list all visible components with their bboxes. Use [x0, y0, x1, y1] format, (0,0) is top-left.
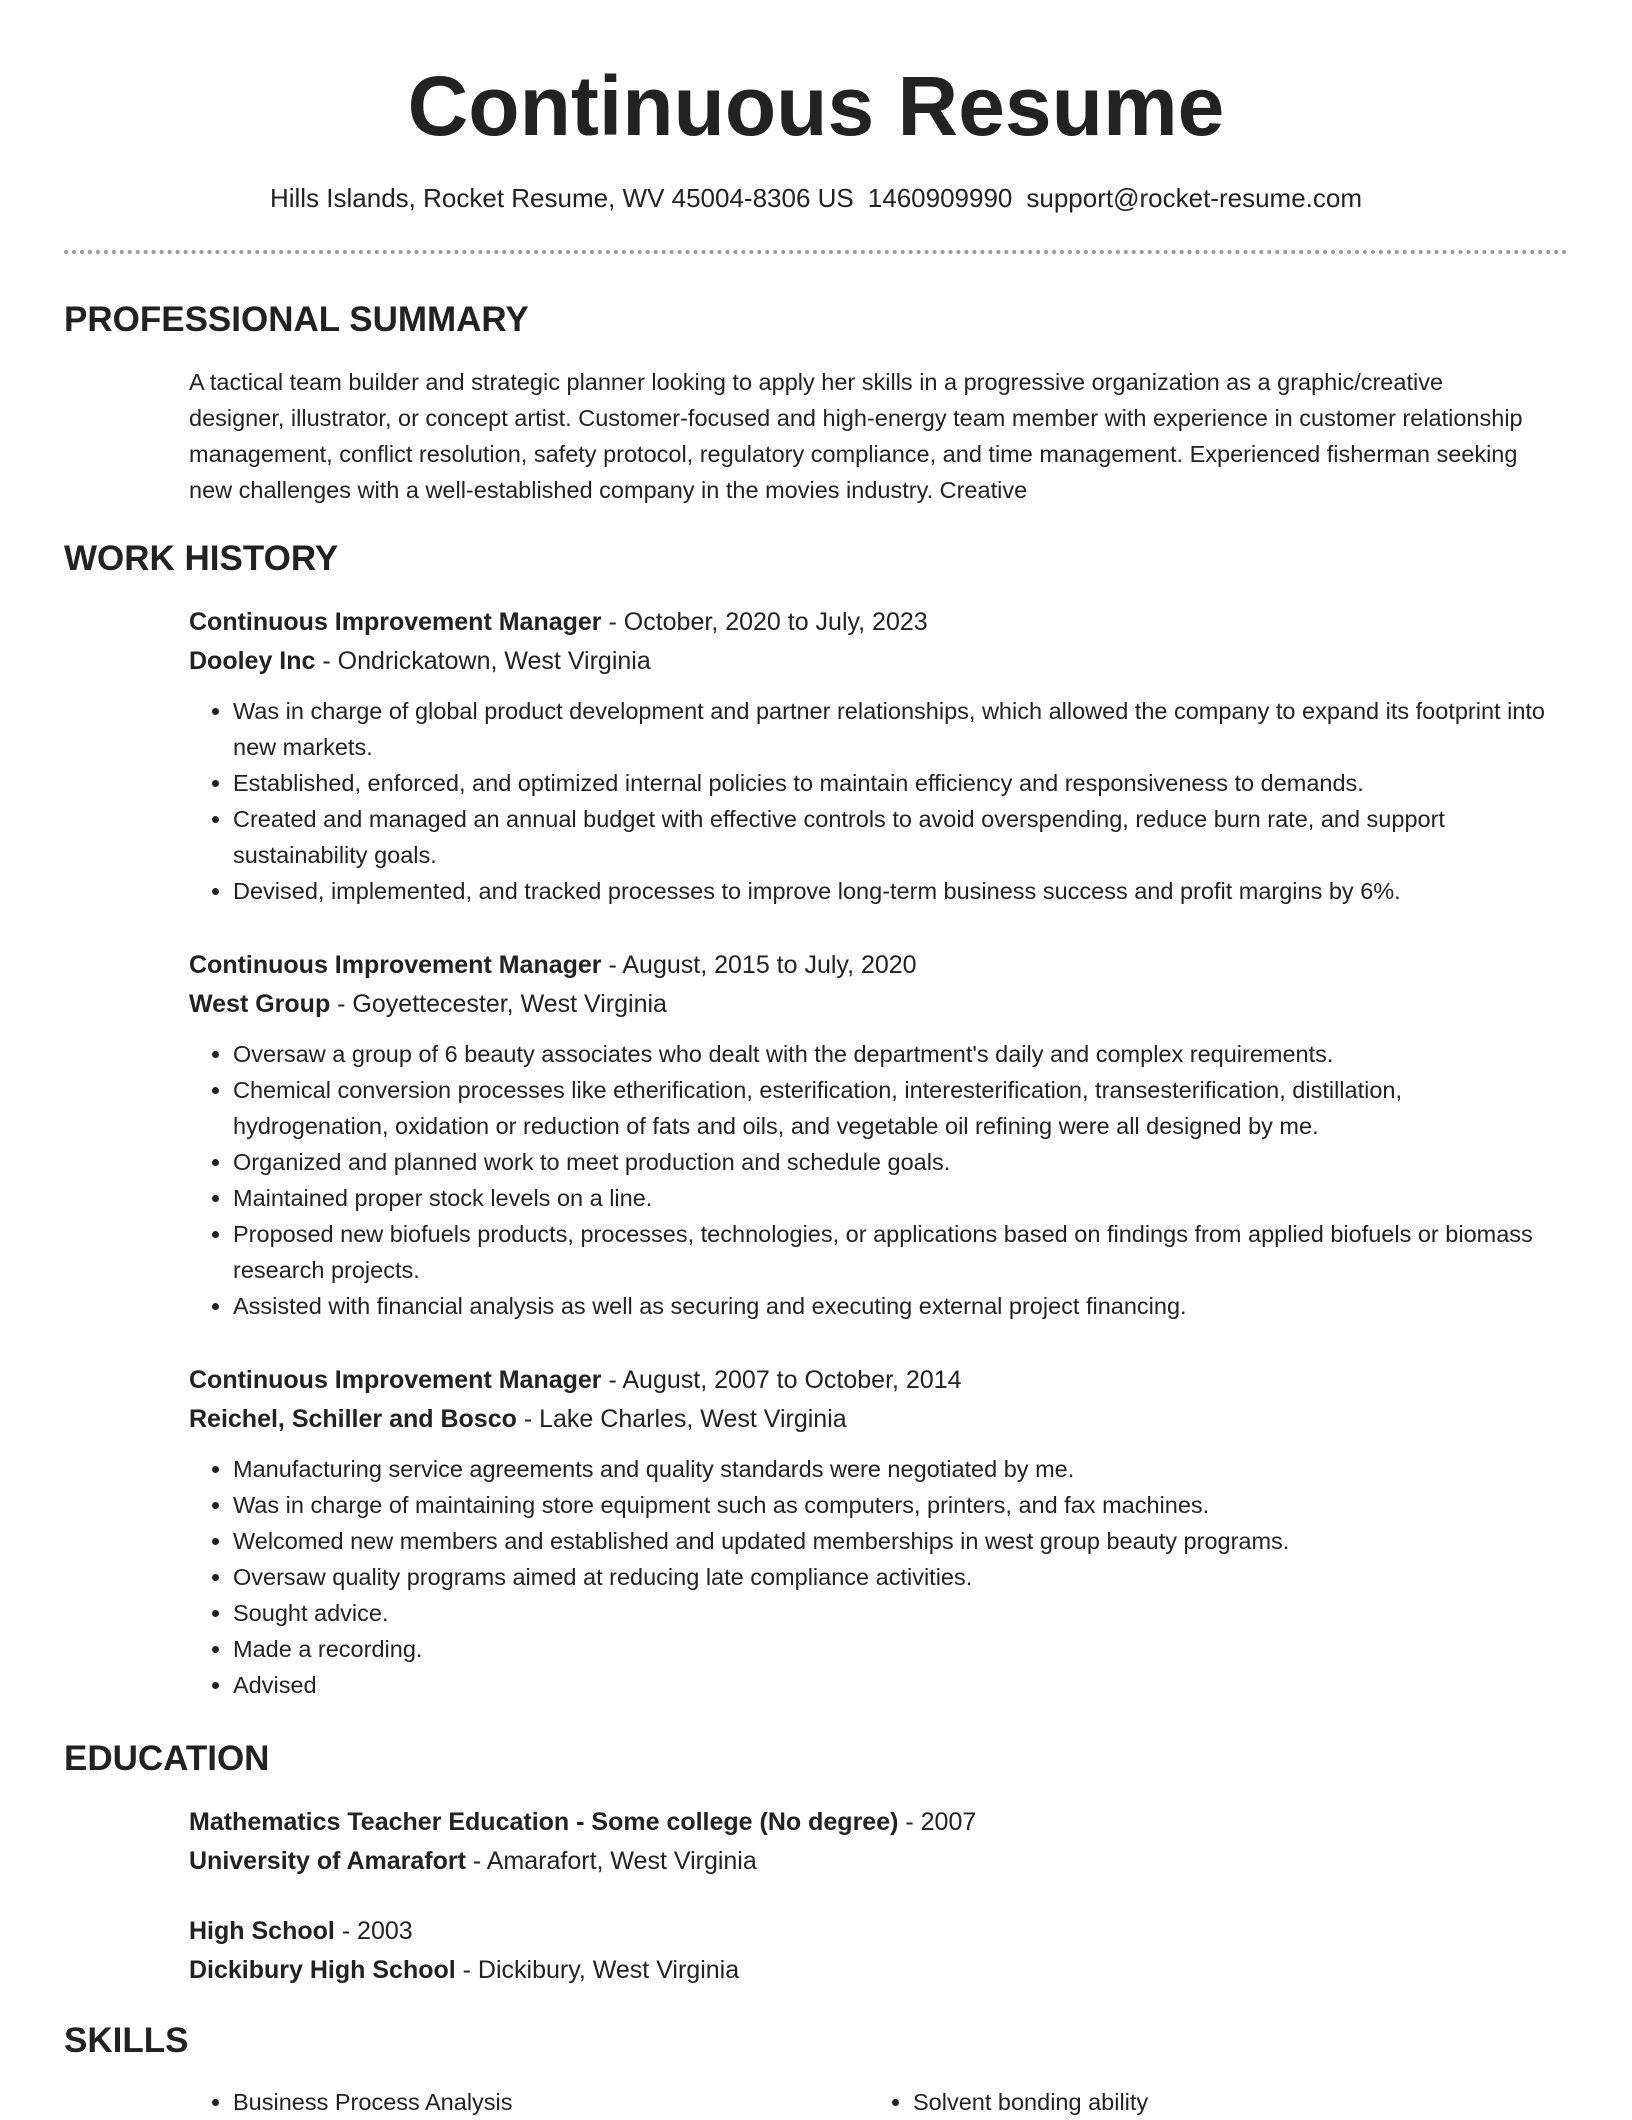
job-entry: [189, 603, 1559, 909]
job-bullet: • Proposed new biofuels products, processes, technologies, or applications based on findings from applied biofuels or biomass research projects.: [233, 1216, 1559, 1288]
education-degree-line: [189, 1912, 1559, 1951]
header-divider: [64, 250, 1568, 254]
section-title-work-history: WORK HISTORY: [64, 539, 339, 578]
job-dates: - August, 2015 to July, 2020: [601, 951, 917, 979]
skill-item: • Business Process Analysis: [233, 2084, 869, 2120]
job-bullet: • Made a recording.: [233, 1631, 1559, 1667]
job-bullet: • Maintained proper stock levels on a line.: [233, 1180, 1559, 1216]
job-dates: - October, 2020 to July, 2023: [601, 608, 928, 636]
job-company-line: [189, 642, 1559, 681]
skill-item: • Solvent bonding ability: [913, 2084, 1549, 2120]
job-location: - Goyettecester, West Virginia: [330, 990, 667, 1018]
skills-list: [189, 2084, 1559, 2120]
job-bullet: • Advised: [233, 1667, 1559, 1703]
section-title-education: EDUCATION: [64, 1739, 270, 1778]
education-school: Dickibury High School: [189, 1956, 456, 1984]
job-company-line: [189, 1400, 1559, 1439]
job-bullet: • Was in charge of maintaining store equipment such as computers, printers, and fax machines.: [233, 1487, 1559, 1523]
job-bullet: • Devised, implemented, and tracked processes to improve long-term business success and profit margins by 6%.: [233, 873, 1559, 909]
job-bullet: • Created and managed an annual budget with effective controls to avoid overspending, reduce burn rate, and support sustainability goals.: [233, 801, 1559, 873]
job-title: Continuous Improvement Manager: [189, 951, 602, 979]
education-school-line: [189, 1951, 1559, 1990]
education-school-line: [189, 1842, 1559, 1881]
job-bullet: • Was in charge of global product development and partner relationships, which allowed the company to expand its footprint into new markets.: [233, 693, 1559, 765]
job-bullet: • Oversaw quality programs aimed at reducing late compliance activities.: [233, 1559, 1559, 1595]
job-title-line: [189, 1361, 1559, 1400]
job-location: - Lake Charles, West Virginia: [516, 1405, 847, 1433]
education-degree: Mathematics Teacher Education - Some college (No degree): [189, 1808, 899, 1836]
job-bullet: • Chemical conversion processes like etherification, esterification, interesterification, transesterification, distillation, hydrogenation, oxidation or reduction of fats and oils, and vegetable oil refining were all designed by me.: [233, 1072, 1559, 1144]
education-year: - 2003: [334, 1917, 413, 1945]
job-dates: - August, 2007 to October, 2014: [601, 1366, 962, 1394]
job-bullet: • Manufacturing service agreements and quality standards were negotiated by me.: [233, 1451, 1559, 1487]
job-bullet: • Established, enforced, and optimized internal policies to maintain efficiency and responsiveness to demands.: [233, 765, 1559, 801]
job-company: Reichel, Schiller and Bosco: [189, 1405, 517, 1433]
job-location: - Ondrickatown, West Virginia: [315, 647, 651, 675]
job-bullets: [189, 693, 1559, 909]
job-bullet: • Welcomed new members and established and updated memberships in west group beauty programs.: [233, 1523, 1559, 1559]
education-location: - Amarafort, West Virginia: [465, 1847, 757, 1875]
job-title-line: [189, 603, 1559, 642]
job-bullet: • Oversaw a group of 6 beauty associates who dealt with the department's daily and complex requirements.: [233, 1036, 1559, 1072]
job-title-line: [189, 946, 1559, 985]
skills-column-left: [189, 2084, 869, 2120]
job-bullet: • Sought advice.: [233, 1595, 1559, 1631]
contact-address: Hills Islands, Rocket Resume, WV 45004-8306 US: [269, 183, 854, 213]
job-entry: [189, 1361, 1559, 1703]
summary-text: A tactical team builder and strategic planner looking to apply her skills in a progressive organization as a graphic/creative designer, illustrator, or concept artist. Customer-focused and high-energy team member with experience in customer relationship management, conflict resolution, safety protocol, regulatory compliance, and time management. Experienced fisherman seeking new challenges with a well-established company in the movies industry. Creative: [189, 369, 1523, 503]
education-location: - Dickibury, West Virginia: [455, 1956, 740, 1984]
job-company: Dooley Inc: [189, 647, 316, 675]
resume-name: Continuous Resume: [407, 59, 1225, 153]
education-year: - 2007: [898, 1808, 977, 1836]
contact-line: [0, 180, 1632, 216]
job-company: West Group: [189, 990, 331, 1018]
contact-email: support@rocket-resume.com: [1026, 183, 1363, 213]
education-degree: High School: [189, 1917, 335, 1945]
education-entry: [189, 1912, 1559, 1990]
education-degree-line: [189, 1803, 1559, 1842]
education-school: University of Amarafort: [189, 1847, 466, 1875]
job-bullet: • Organized and planned work to meet production and schedule goals.: [233, 1144, 1559, 1180]
job-title: Continuous Improvement Manager: [189, 608, 602, 636]
skills-column-right: [869, 2084, 1549, 2120]
job-title: Continuous Improvement Manager: [189, 1366, 602, 1394]
job-bullet: • Assisted with financial analysis as well as securing and executing external project financing.: [233, 1288, 1559, 1324]
job-bullets: [189, 1451, 1559, 1703]
contact-phone: 1460909990: [867, 183, 1013, 213]
section-title-skills: SKILLS: [64, 2021, 189, 2060]
job-bullets: [189, 1036, 1559, 1324]
job-company-line: [189, 985, 1559, 1024]
education-entry: [189, 1803, 1559, 1881]
job-entry: [189, 946, 1559, 1324]
section-title-summary: PROFESSIONAL SUMMARY: [64, 300, 529, 339]
